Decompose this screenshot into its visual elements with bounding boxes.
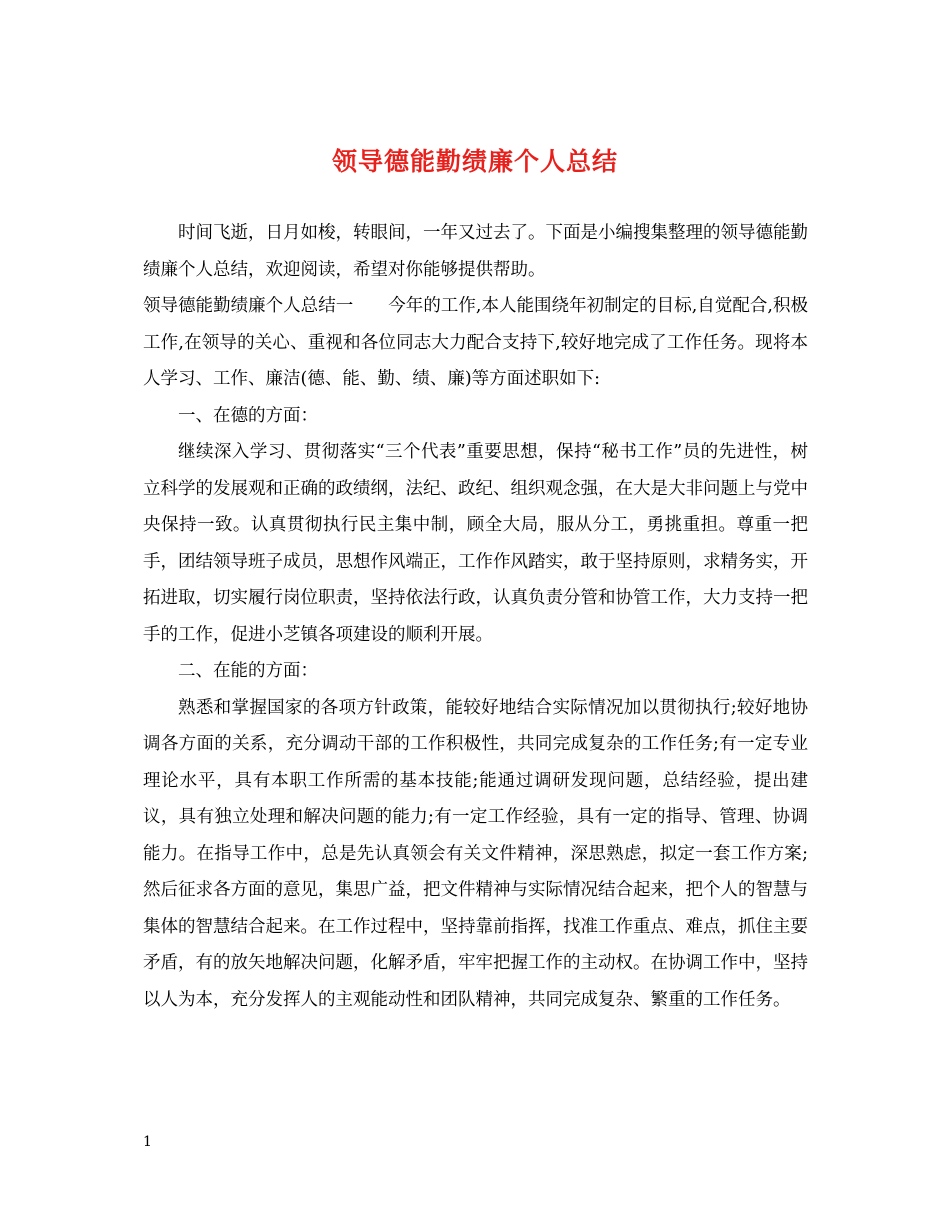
document-title: 领导德能勤绩廉个人总结	[331, 147, 618, 176]
virtue-paragraph: 继续深入学习、贯彻落实“三个代表”重要思想，保持“秘书工作”员的先进性，树立科学的发展观和正确的政绩纲，法纪、政纪、组织观念强，在大是大非问题上与党中央保持一致。认真贯彻执行民主集中制，顾全大局，服从分工，勇挑重担。尊重一把手，团结领导班子成员，思想作风端正，工作作风踏实，敢于坚持原则，求精务实，开拓进取，切实履行岗位职责，坚持依法行政，认真负责分管和协管工作，大力支持一把手的工作，促进小芝镇各项建设的顺利开展。	[143, 442, 808, 645]
ability-paragraph: 熟悉和掌握国家的各项方针政策，能较好地结合实际情况加以贯彻执行;较好地协调各方面的关系，充分调动干部的工作积极性，共同完成复杂的工作任务;有一定专业理论水平，具有本职工作所需的基本技能;能通过调研发现问题，总结经验，提出建议，具有独立处理和解决问题的能力;有一定工作经验，具有一定的指导、管理、协调能力。在指导工作中，总是先认真领会有关文件精神，深思熟虑，拟定一套工作方案;然后征求各方面的意见，集思广益，把文件精神与实际情况结合起来，把个人的智慧与集体的智慧结合起来。在工作过程中，坚持靠前指挥，找准工作重点、难点，抓住主要矛盾，有的放矢地解决问题，化解矛盾，牢牢把握工作的主动权。在协调工作中，坚持以人为本，充分发挥人的主观能动性和团队精神，共同完成复杂、繁重的工作任务。	[143, 697, 808, 1010]
section-heading-virtue: 一、在德的方面：	[178, 405, 318, 426]
document-body	[143, 215, 808, 1018]
section-heading-ability: 二、在能的方面：	[178, 661, 318, 681]
summary-one-paragraph: 领导德能勤绩廉个人总结一 今年的工作,本人能围绕年初制定的目标,自觉配合,积极工作,在领导的关心、重视和各位同志大力配合支持下,较好地完成了工作任务。现将本人学习、工作、廉洁(德、能、勤、绩、廉)等方面述职如下:	[143, 296, 808, 389]
page-number: 1	[143, 1134, 152, 1150]
intro-paragraph: 时间飞逝，日月如梭，转眼间，一年又过去了。下面是小编搜集整理的领导德能勤绩廉个人总结，欢迎阅读，希望对你能够提供帮助。	[143, 223, 808, 280]
